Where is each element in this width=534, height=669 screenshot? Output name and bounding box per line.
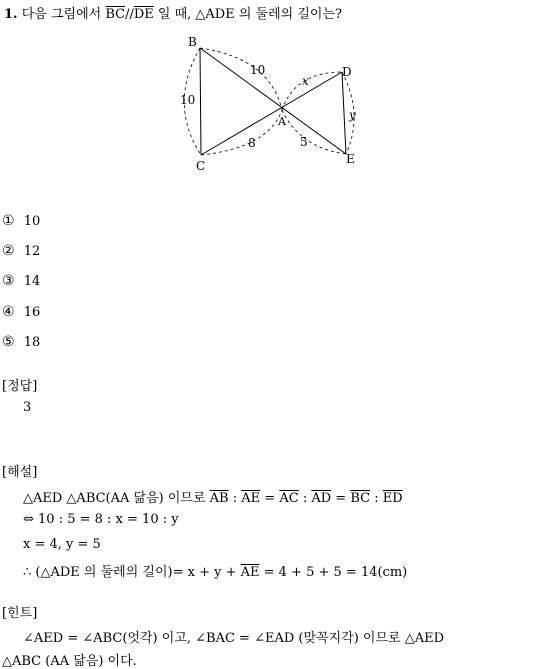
- hint-line-2: △ABC (AA 닮음) 이다.: [2, 654, 137, 669]
- segment-ed: $\overline{ED}$: [382, 491, 403, 506]
- choice-5-value: 18: [23, 335, 41, 350]
- question-number: 1.: [4, 7, 18, 22]
- choice-1[interactable]: [2, 213, 40, 229]
- hint-heading: [힌트]: [2, 606, 38, 621]
- label-e: E: [346, 152, 355, 166]
- length-ba: 10: [250, 63, 266, 77]
- label-a: A: [278, 115, 286, 128]
- ratio-colon-3: :: [370, 491, 383, 506]
- choice-4-value: 16: [23, 305, 41, 320]
- question-text-after: 일 때, △ADE 의 둘레의 길이는?: [153, 7, 342, 22]
- choice-5-mark: ⑤: [2, 334, 15, 350]
- explanation-line-2: ⇔ 10 : 5 = 8 : x = 10 : y: [23, 512, 179, 527]
- segment-ae-2: $\overline{AE}$: [240, 565, 260, 580]
- question-text-before: 다음 그림에서: [21, 7, 106, 22]
- choice-4-mark: ④: [2, 304, 15, 320]
- segment-bc: $\overline{BC}$: [105, 7, 126, 22]
- ratio-colon-2: :: [298, 491, 312, 506]
- equals-2: =: [331, 491, 351, 506]
- segment-bc-2: $\overline{BC}$: [350, 491, 371, 506]
- segment-d-e: [342, 72, 346, 154]
- segment-c-d: [201, 72, 342, 155]
- length-ad: x: [302, 74, 309, 88]
- choice-2[interactable]: [2, 243, 40, 259]
- answer-heading: [정답]: [2, 379, 38, 394]
- segment-ab: $\overline{AB}$: [209, 491, 229, 506]
- equals-1: =: [260, 491, 280, 506]
- choice-1-mark: ①: [2, 213, 15, 229]
- explanation-line-1-prefix: △AED △ABC(AA 닮음) 이므로: [23, 491, 210, 506]
- answer-value: 3: [23, 400, 32, 415]
- length-ae: 5: [300, 135, 308, 149]
- choice-4[interactable]: [2, 304, 40, 320]
- label-d: D: [342, 65, 352, 79]
- choice-5[interactable]: [2, 334, 40, 350]
- length-ca: 8: [248, 136, 256, 150]
- choice-3-mark: ③: [2, 273, 15, 289]
- explanation-heading: [해설]: [2, 465, 38, 480]
- choice-2-mark: ②: [2, 243, 15, 259]
- segment-ac: $\overline{AC}$: [279, 491, 299, 506]
- segment-de: $\overline{DE}$: [133, 7, 154, 22]
- question-stem: [4, 3, 342, 22]
- explanation-line-4-prefix: ∴ (△ADE 의 둘레의 길이)= x + y +: [23, 565, 241, 580]
- choice-2-value: 12: [23, 244, 41, 259]
- ratio-colon-1: :: [228, 491, 242, 506]
- choice-3[interactable]: [2, 273, 40, 289]
- triangle-figure: [0, 30, 534, 210]
- explanation-line-4-suffix: = 4 + 5 + 5 = 14(cm): [259, 565, 408, 580]
- label-b: B: [188, 35, 197, 49]
- segment-ad: $\overline{AD}$: [311, 491, 332, 506]
- label-c: C: [196, 159, 206, 173]
- explanation-line-1: [23, 487, 403, 506]
- choice-3-value: 14: [23, 274, 41, 289]
- explanation-line-4: [23, 561, 407, 580]
- hint-line-1: ∠AED = ∠ABC(엇각) 이고, ∠BAC = ∠EAD (맞꼭지각) 이므로 △AED: [23, 631, 445, 646]
- segment-b-c: [200, 48, 201, 155]
- choice-1-value: 10: [23, 214, 41, 229]
- segment-b-e: [200, 48, 346, 154]
- segment-ae: $\overline{AE}$: [241, 491, 261, 506]
- explanation-line-3: x = 4, y = 5: [23, 537, 101, 552]
- length-bc: 10: [180, 93, 196, 107]
- parallel-symbol: //: [125, 7, 134, 22]
- length-de: y: [349, 108, 356, 122]
